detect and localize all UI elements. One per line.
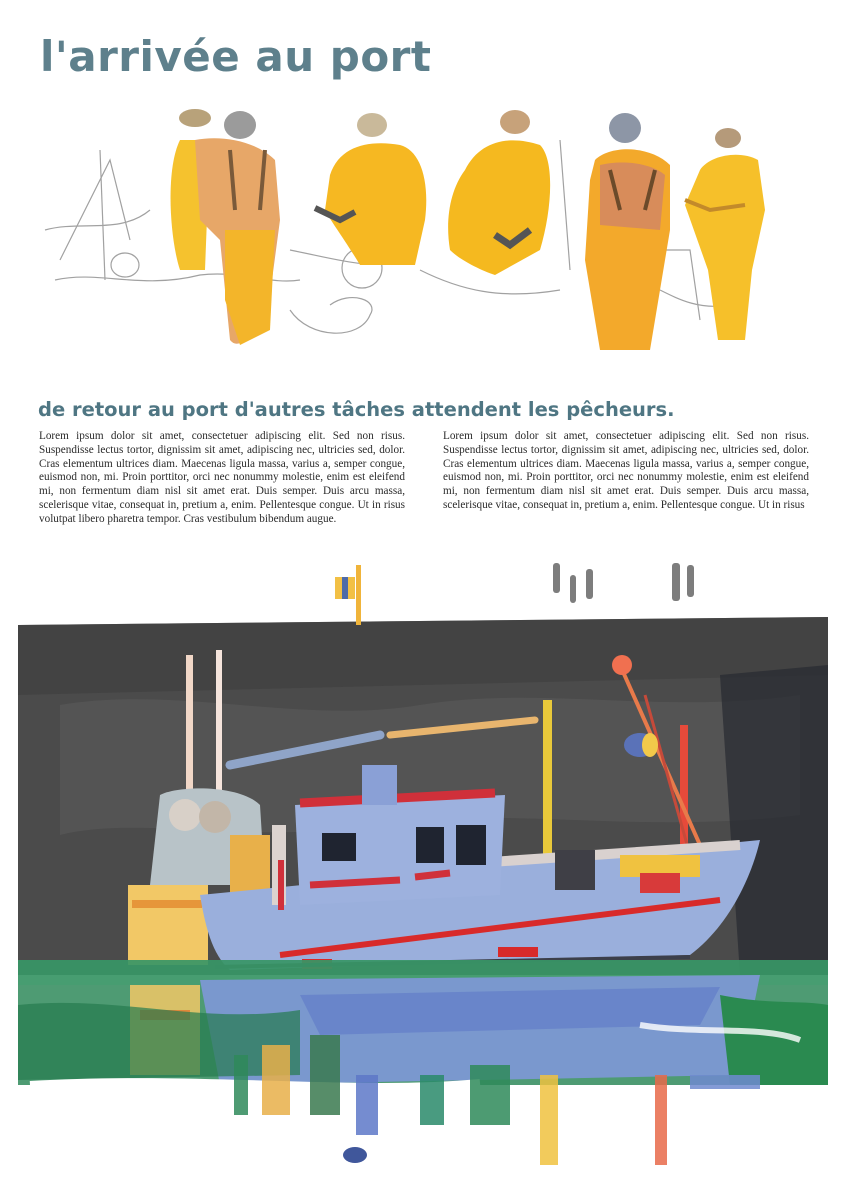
fishing-boat-painting	[0, 555, 848, 1175]
text-column-left: Lorem ipsum dolor sit amet, consectetuer adipiscing elit. Sed non risus. Suspendisse lectus tortor, dignissim sit amet, adipiscing nec, ultricies sed, dolor. Cras elementum ultrices diam. Maecenas ligula massa, varius a, semper congue, euismod non, mi. Proin porttitor, orci nec nonummy molestie, enim est eleifend mi, non fermentum diam nisl sit amet erat. Duis semper. Duis arcu massa, scelerisque vitae, consequat in, pretium a, enim. Pellentesque congue. Ut in risus volutpat libero pharetra tempor. Cras vestibulum bibendum augue.	[39, 430, 405, 525]
text-column-right: Lorem ipsum dolor sit amet, consectetuer adipiscing elit. Sed non risus. Suspendisse lectus tortor, dignissim sit amet, adipiscing nec, ultricies sed, dolor. Cras elementum ultrices diam. Maecenas ligula massa, varius a, semper congue, euismod non, mi. Proin porttitor, orci nec nonummy molestie, enim est eleifend mi, non fermentum diam nisl sit amet erat. Duis semper. Duis arcu massa, scelerisque vitae, consequat in, pretium a, enim. Pellentesque congue. Ut in risus	[443, 430, 809, 511]
fishermen-sketch	[40, 100, 780, 390]
page-title: l'arrivée au port	[40, 32, 432, 81]
section-subtitle: de retour au port d'autres tâches attendent les pêcheurs.	[38, 398, 675, 421]
